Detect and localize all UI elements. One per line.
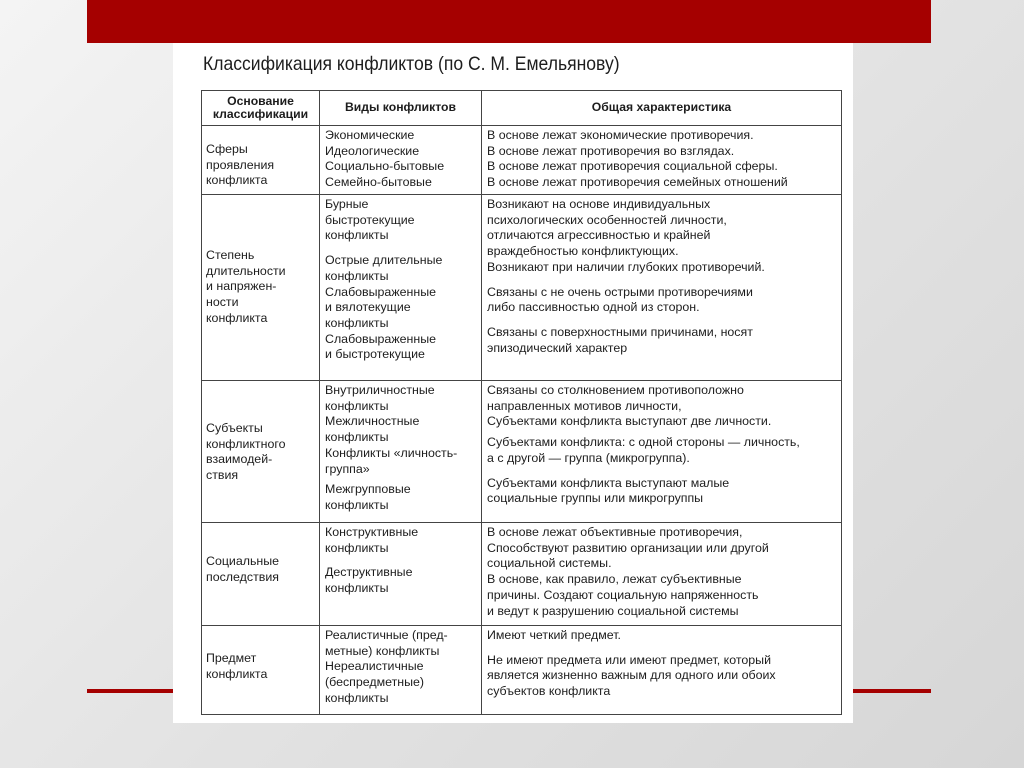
- header-basis: Основание классификации: [202, 91, 320, 126]
- kind-item: Нереалистичные (беспредметные) конфликты: [325, 659, 425, 705]
- basis-cell: [202, 523, 320, 626]
- basis-cell: [202, 195, 320, 381]
- kind-item: Семейно-бытовые: [325, 175, 432, 190]
- description-item: Возникают при наличии глубоких противоречий.: [487, 259, 765, 274]
- description-item: Не имеют предмета или имеют предмет, который является жизненно важным для одного или обоих субъектов конфликта: [487, 652, 776, 699]
- table-header-row: [202, 91, 842, 126]
- classification-table: [201, 90, 842, 715]
- description-cell: [482, 381, 842, 523]
- description-cell: [482, 126, 842, 195]
- kind-item: Внутриличностные конфликты: [325, 383, 435, 413]
- basis-text: Сферы проявления конфликта: [206, 142, 275, 188]
- description-item: Имеют четкий предмет.: [487, 628, 621, 642]
- basis-cell: [202, 126, 320, 195]
- kinds-cell: [320, 126, 482, 195]
- kind-item: Деструктивные конфликты: [325, 565, 413, 596]
- kinds-cell: [320, 523, 482, 626]
- top-accent-bar: [87, 0, 931, 43]
- description-cell: [482, 523, 842, 626]
- description-item: Связаны с поверхностными причинами, носят эпизодический характер: [487, 324, 753, 355]
- description-item: Субъектами конфликта: с одной стороны — личность, а с другой — группа (микрогруппа).: [487, 435, 800, 465]
- kind-item: Конфликты «личность- группа»: [325, 445, 458, 476]
- kind-item: Межличностные конфликты: [325, 414, 420, 445]
- description-item: Возникают на основе индивидуальных психологических особенностей личности, отличаются агрессивностью и крайней враждебностью конфликтующих.: [487, 197, 727, 259]
- kinds-cell: [320, 195, 482, 381]
- kind-item: Межгрупповые конфликты: [325, 482, 411, 512]
- description-item: Связаны со столкновением противоположно направленных мотивов личности,: [487, 383, 744, 413]
- kind-item: Слабовыраженные и вялотекущие конфликты: [325, 284, 436, 330]
- table-row: [202, 381, 842, 523]
- kind-item: Социально-бытовые: [325, 159, 445, 174]
- header-description: Общая характеристика: [482, 91, 842, 126]
- basis-text: Социальные последствия: [206, 554, 280, 584]
- table-row: [202, 195, 842, 381]
- description-item: Субъектами конфликта выступают две личности.: [487, 414, 772, 429]
- description-item: В основе лежат экономические противоречия.: [487, 128, 754, 142]
- basis-cell: [202, 381, 320, 523]
- kinds-cell: [320, 381, 482, 523]
- description-item: В основе лежат противоречия во взглядах.: [487, 143, 735, 158]
- basis-text: Субъекты конфликтного взаимодей- ствия: [206, 421, 286, 483]
- kind-item: Слабовыраженные и быстротекущие: [325, 331, 436, 362]
- header-kinds: Виды конфликтов: [320, 91, 482, 126]
- table-row: [202, 523, 842, 626]
- description-item: В основе лежат противоречия социальной сферы.: [487, 159, 778, 174]
- kind-item: Экономические: [325, 128, 415, 142]
- table-row: [202, 126, 842, 195]
- basis-cell: [202, 626, 320, 715]
- basis-text: Степень длительности и напряжен- ности конфликта: [206, 248, 286, 325]
- table-row: [202, 626, 842, 715]
- page-title: Классификация конфликтов (по С. М. Емельянову): [203, 53, 620, 75]
- description-cell: [482, 195, 842, 381]
- kind-item: Острые длительные конфликты: [325, 253, 443, 283]
- description-item: Субъектами конфликта выступают малые социальные группы или микрогруппы: [487, 475, 730, 506]
- description-item: В основе лежат противоречия семейных отношений: [487, 175, 788, 190]
- document-page: [173, 43, 853, 723]
- kind-item: Реалистичные (пред- метные) конфликты: [325, 628, 448, 658]
- description-item: В основе, как правило, лежат субъективные причины. Создают социальную напряженность и ведут к разрушению социальной системы: [487, 572, 759, 618]
- kind-item: Конструктивные конфликты: [325, 525, 419, 555]
- kinds-cell: [320, 626, 482, 715]
- basis-text: Предмет конфликта: [206, 651, 268, 681]
- description-cell: [482, 626, 842, 715]
- description-item: В основе лежат объективные противоречия, Способствуют развитию организации или другой социальной системы.: [487, 525, 769, 571]
- description-item: Связаны с не очень острыми противоречиями либо пассивностью одной из сторон.: [487, 284, 753, 315]
- kind-item: Бурные быстротекущие конфликты: [325, 197, 415, 243]
- kind-item: Идеологические: [325, 143, 420, 158]
